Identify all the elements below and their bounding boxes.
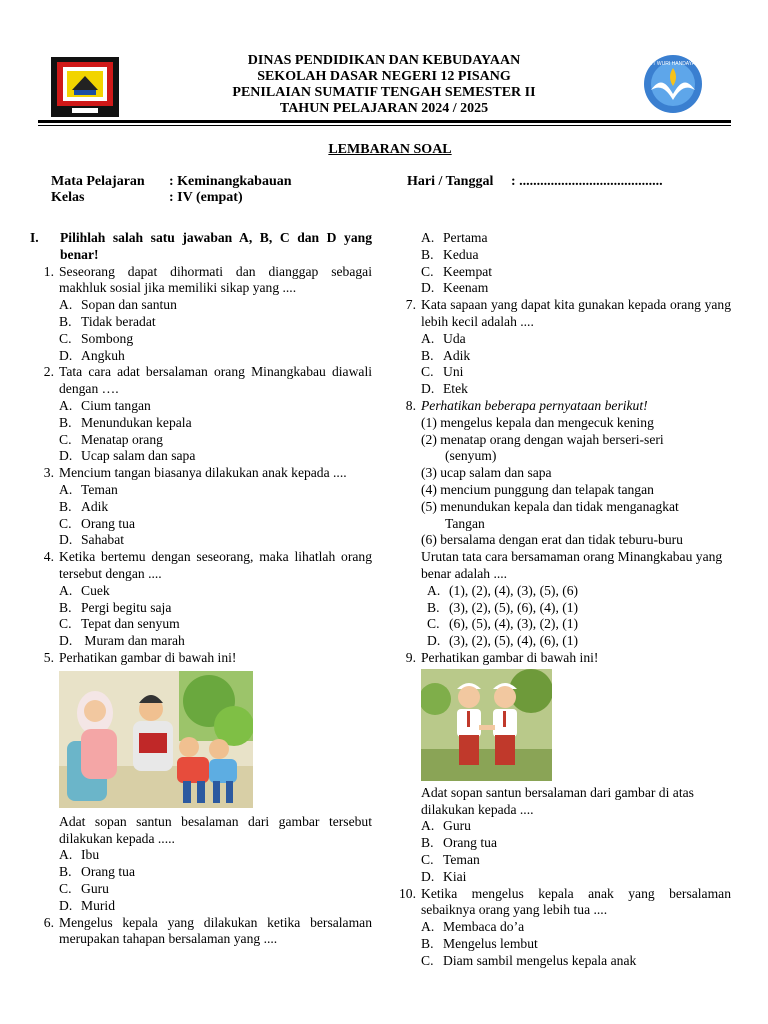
option-c[interactable]: C. Orang tua <box>59 515 135 531</box>
statement-6: (6) bersalama dengan erat dan tidak teburu-buru <box>421 532 683 548</box>
option-b[interactable]: B. Orang tua <box>59 864 135 880</box>
left-column <box>30 230 372 948</box>
logo-motto: TUT WURI HANDAYANI <box>645 61 701 67</box>
question-text: Ketika bertemu dengan seseorang, maka lihatlah orang tersebut dengan .... <box>59 549 372 581</box>
option-a[interactable]: A. Ibu <box>59 847 100 863</box>
question-number: 2. <box>43 364 54 380</box>
option-d[interactable]: D. Ucap salam dan sapa <box>59 448 196 464</box>
sheet-title: LEMBARAN SOAL <box>328 142 452 157</box>
question-5 <box>30 650 372 915</box>
option-a[interactable]: A. Guru <box>421 818 471 834</box>
question-text-continued: Adat sopan santun besalaman dari gambar tersebut dilakukan kepada ..... <box>59 813 372 846</box>
statement-3: (3) ucap salam dan sapa <box>421 465 552 481</box>
question-number: 7. <box>405 297 416 313</box>
option-c[interactable]: C. Sombong <box>59 330 134 346</box>
option-d[interactable]: D. Angkuh <box>59 347 125 363</box>
question-text: Mencium tangan biasanya dilakukan anak kepada .... <box>59 465 347 481</box>
section-number: I. <box>30 230 39 245</box>
question-number: 6. <box>43 914 54 930</box>
option-c[interactable]: C. Teman <box>421 851 480 867</box>
question-text: Ketika mengelus kepala anak yang bersalaman sebaiknya orang yang lebih tua .... <box>421 885 731 918</box>
question-text-continued: Urutan tata cara bersamaman orang Minangkabau yang benar adalah .... <box>421 549 723 581</box>
option-b[interactable]: B. Menundukan kepala <box>59 414 192 430</box>
subject-label: Mata Pelajaran <box>51 174 145 189</box>
statement-1: (1) mengelus kepala dan mengecuk kening <box>421 414 654 430</box>
option-b[interactable]: B. Tidak beradat <box>59 313 156 329</box>
option-b[interactable]: B. Adik <box>59 498 109 514</box>
option-b[interactable]: B. Kedua <box>421 246 479 262</box>
option-b[interactable]: B. (3), (2), (5), (6), (4), (1) <box>427 599 579 615</box>
question-9 <box>392 650 731 886</box>
question-text: Kata sapaan yang dapat kita gunakan kepada orang yang lebih kecil adalah .... <box>421 297 731 329</box>
question-7 <box>392 297 731 398</box>
question-text: Mengelus kepala yang dilakukan ketika bersalaman merupakan tahapan bersalaman yang .... <box>59 914 372 947</box>
option-c[interactable]: C. Uni <box>421 364 464 380</box>
question-10 <box>392 886 731 970</box>
question-text: Perhatikan gambar di bawah ini! <box>59 649 237 665</box>
option-a[interactable]: A. Pertama <box>421 230 488 245</box>
two-boys-handshake-illustration <box>421 669 552 781</box>
question-6-options <box>392 230 731 297</box>
question-number: 8. <box>405 397 416 413</box>
statement-2: (2) menatap orang dengan wajah berseri-seri <box>421 431 664 447</box>
class-label: Kelas <box>51 190 85 205</box>
header-line-1: DINAS PENDIDIKAN DAN KEBUDAYAAN <box>247 53 521 68</box>
date-value: : ......................................... <box>511 174 663 189</box>
statement-5: (5) menundukan kepala dan tidak menganagkat <box>421 498 679 514</box>
option-c[interactable]: C. Keempat <box>421 263 493 279</box>
subject-value: : Keminangkabauan <box>169 174 292 189</box>
option-d[interactable]: D. (3), (2), (5), (4), (6), (1) <box>427 633 579 649</box>
header-rule-thin <box>38 125 731 126</box>
question-text: Perhatikan gambar di bawah ini! <box>421 649 599 665</box>
header-line-4: TAHUN PELAJARAN 2024 / 2025 <box>279 101 489 116</box>
option-c[interactable]: C. Diam sambil mengelus kepala anak <box>421 952 637 968</box>
question-number: 10. <box>399 885 416 901</box>
class-value: : IV (empat) <box>169 190 243 205</box>
option-d[interactable]: D. Muram dan marah <box>59 633 185 649</box>
family-greeting-illustration <box>59 671 253 808</box>
question-number: 4. <box>43 549 54 565</box>
option-d[interactable]: D. Murid <box>59 897 115 913</box>
header-rule-thick <box>38 120 731 123</box>
question-4 <box>30 549 372 650</box>
header-line-3: PENILAIAN SUMATIF TENGAH SEMESTER II <box>232 85 536 100</box>
option-a[interactable]: A. Sopan dan santun <box>59 297 177 313</box>
question-6 <box>30 915 372 949</box>
option-b[interactable]: B. Orang tua <box>421 835 497 851</box>
statement-5-continued: Tangan <box>445 515 485 531</box>
option-c[interactable]: C. (6), (5), (4), (3), (2), (1) <box>427 616 579 632</box>
option-a[interactable]: A. Uda <box>421 330 466 346</box>
option-c[interactable]: C. Guru <box>59 880 109 896</box>
statement-2-continued: (senyum) <box>445 448 497 464</box>
question-number: 5. <box>43 649 54 665</box>
option-a[interactable]: A. Cium tangan <box>59 397 151 413</box>
question-1 <box>30 264 372 365</box>
question-text: Tata cara adat bersalaman orang Minangkabau diawali dengan …. <box>59 364 372 397</box>
question-text-continued: Adat sopan santun bersalaman dari gambar di atas dilakukan kepada .... <box>421 784 694 817</box>
option-d[interactable]: D. Etek <box>421 381 468 397</box>
option-a[interactable]: A. Membaca do’a <box>421 919 525 935</box>
option-a[interactable]: A. Teman <box>59 481 118 497</box>
option-d[interactable]: D. Kiai <box>421 868 467 884</box>
question-number: 9. <box>405 649 416 665</box>
section-heading <box>30 230 372 264</box>
right-column <box>392 230 731 969</box>
question-number: 1. <box>43 263 54 279</box>
tut-wuri-handayani-logo <box>637 54 709 114</box>
option-b[interactable]: B. Mengelus lembut <box>421 935 538 951</box>
question-text: Seseorang dapat dihormati dan dianggap sebagai makhluk sosial jika memiliki sikap yang .... <box>59 263 372 296</box>
question-3 <box>30 465 372 549</box>
section-instruction: Pilihlah salah satu jawaban A, B, C dan D yang benar! <box>60 230 372 262</box>
option-d[interactable]: D. Sahabat <box>59 532 125 548</box>
option-c[interactable]: C. Menatap orang <box>59 431 163 447</box>
option-d[interactable]: D. Keenam <box>421 280 489 296</box>
question-text: Perhatikan beberapa pernyataan berikut! <box>421 397 648 413</box>
statement-4: (4) mencium punggung dan telapak tangan <box>421 481 654 497</box>
question-2 <box>30 364 372 465</box>
date-label: Hari / Tanggal <box>407 174 494 189</box>
option-b[interactable]: B. Adik <box>421 347 471 363</box>
option-c[interactable]: C. Tepat dan senyum <box>59 616 180 632</box>
question-8 <box>392 398 731 650</box>
option-a[interactable]: A. (1), (2), (4), (3), (5), (6) <box>427 582 579 598</box>
question-number: 3. <box>43 465 54 481</box>
header-line-2: SEKOLAH DASAR NEGERI 12 PISANG <box>257 69 511 84</box>
option-a[interactable]: A. Cuek <box>59 582 110 598</box>
option-b[interactable]: B. Pergi begitu saja <box>59 599 172 615</box>
